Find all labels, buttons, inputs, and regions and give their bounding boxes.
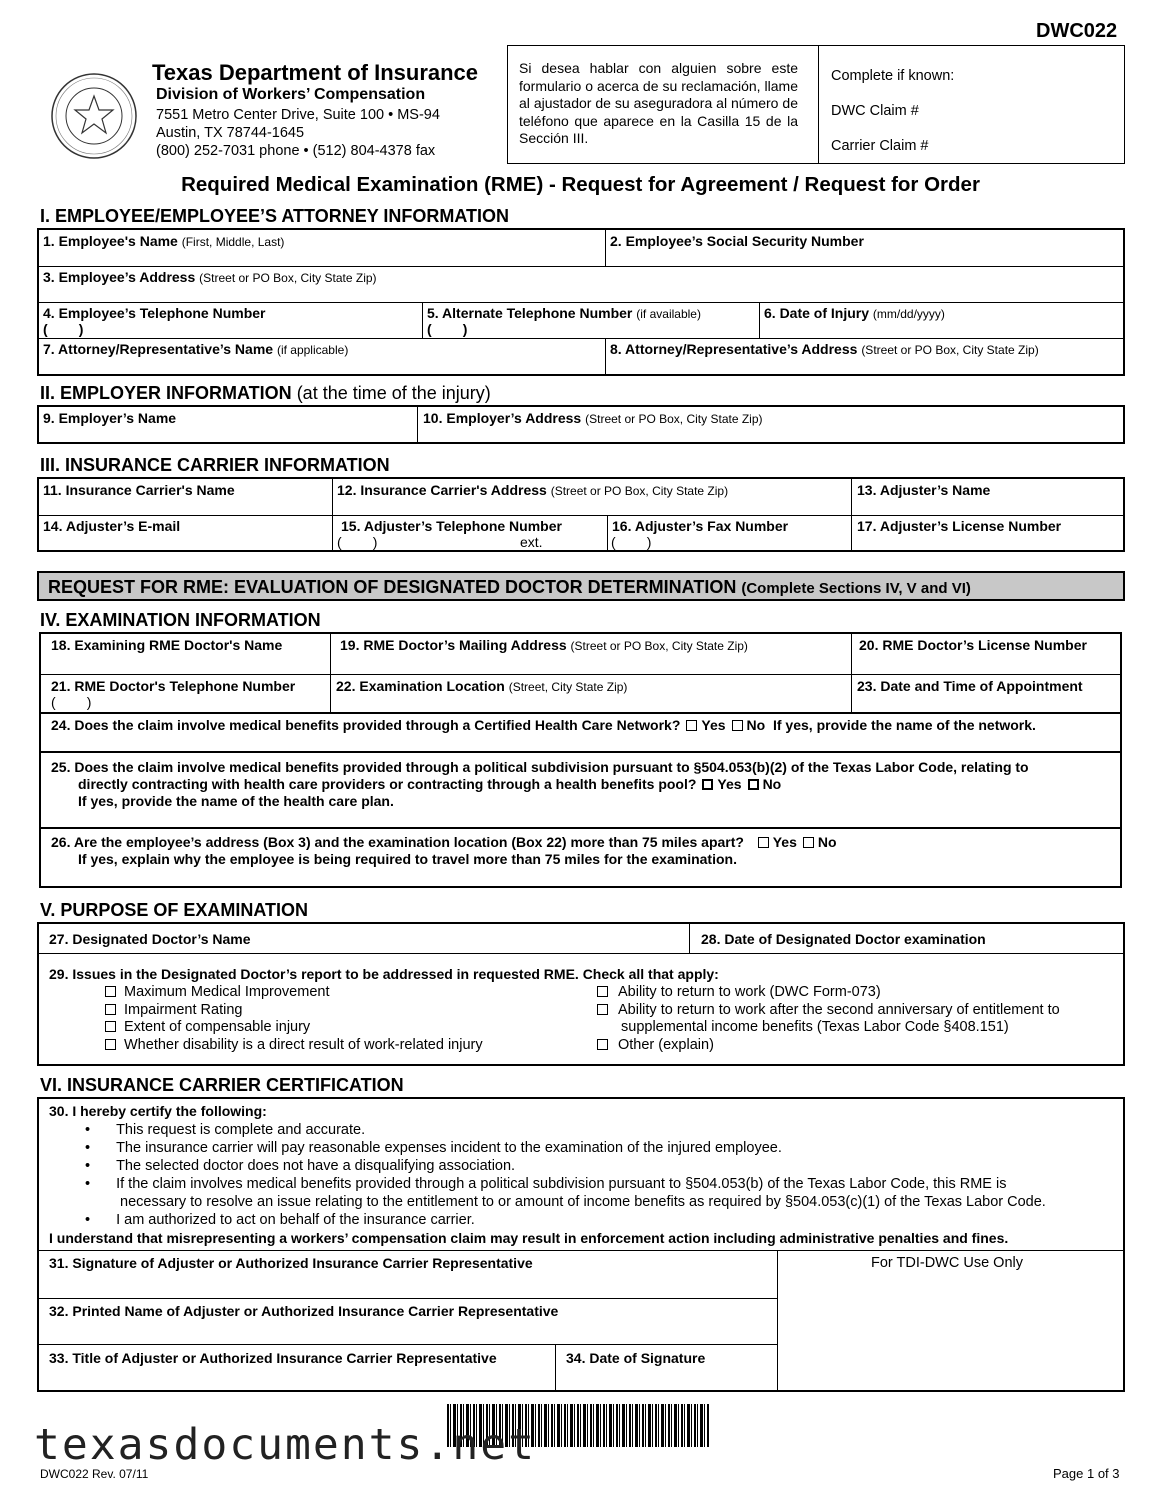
dd-exam-date-label: 28. Date of Designated Doctor examination [701, 931, 986, 947]
carrier-claim-label: Carrier Claim # [831, 138, 929, 154]
section-6-box: 30. I hereby certify the following: • This request is complete and accurate. • The insurance carrier will pay reasonable expenses incident to the examination of the injured employee. • The selected doctor does not have a disqualifying association. • If the claim involves medical benefits provided through a political subdivision pursuant to §504.053(b) of the Texas Labor Code, this RME is necessary to resolve an issue relating to the entitlement to or amount of income benefits as required by §504.053(c)(1) of the Texas Labor Code. • I am authorized to act on behalf of the insurance carrier. I understand that misrepresenting a workers’ compensation claim may result in enforcement action including administrative penalties and fines. 31. Signature of Adjuster or Authorized Insurance Carrier Representative 32. Printed Name of Adjuster or Authorized Insurance Carrier Representative 33. Title of Adjuster or Authorized Insurance Carrier Representative 34. Date of Signature For TDI-DWC Use Only [37, 1097, 1125, 1392]
section-2-note: (at the time of the injury) [296, 383, 491, 403]
q25-no-checkbox[interactable] [748, 779, 759, 790]
q25-yes-label: Yes [717, 776, 742, 792]
return-after-anniversary-label: Ability to return to work after the second anniversary of entitlement to [618, 1001, 1060, 1018]
cert-bullet-4-cont: necessary to resolve an issue relating to the entitlement to or amount of income benefits as required by §504.053(c)(1) of the Texas Labor Code. [120, 1194, 1046, 1210]
adjuster-phone-ext: ext. [520, 534, 543, 550]
section-5-box [37, 922, 1125, 1066]
extent-injury-label: Extent of compensable injury [124, 1019, 311, 1035]
watermark: texasdocuments.net [34, 1420, 536, 1470]
agency-address-1: 7551 Metro Center Drive, Suite 100 • MS-94 [156, 107, 440, 123]
employer-address-field[interactable] [421, 427, 1119, 440]
rme-doctor-address-field[interactable] [334, 654, 847, 671]
q24-yes-label: Yes [701, 717, 726, 733]
extent-injury-checkbox[interactable] [105, 1021, 116, 1032]
rme-doctor-phone-label: 21. RME Doctor's Telephone Number [51, 678, 296, 694]
form-id: DWC022 [1036, 20, 1118, 42]
cert-bullet-2: The insurance carrier will pay reasonable expenses incident to the examination of the injured employee. [116, 1140, 782, 1156]
adjuster-phone-label: 15. Adjuster’s Telephone Number [341, 518, 562, 534]
return-to-work-checkbox[interactable] [597, 986, 608, 997]
question-26-box [39, 827, 1122, 888]
question-25-line-2: directly contracting with health care providers or contracting through a health benefits pool? [78, 776, 697, 792]
return-after-anniversary-checkbox[interactable] [597, 1004, 608, 1015]
title-label: 33. Title of Adjuster or Authorized Insurance Carrier Representative [49, 1350, 497, 1366]
rme-request-banner [37, 571, 1125, 601]
ssn-field[interactable] [609, 250, 1119, 264]
question-26-line-1: 26. Are the employee’s address (Box 3) and the examination location (Box 22) more than 75 miles apart? [51, 834, 744, 850]
question-24-box [39, 712, 1122, 753]
employer-name-label: 9. Employer’s Name [43, 410, 177, 426]
question-25-line-3: If yes, provide the name of the health care plan. [78, 793, 394, 809]
exam-location-hint: (Street, City State Zip) [508, 680, 628, 694]
page-number: Page 1 of 3 [1053, 1466, 1120, 1481]
date-of-injury-field[interactable] [763, 322, 1119, 336]
section-2-heading: II. EMPLOYER INFORMATION [40, 383, 292, 403]
question-26-line-2: If yes, explain why the employee is being required to travel more than 75 miles for the examination. [78, 851, 737, 867]
other-checkbox[interactable] [597, 1039, 608, 1050]
employee-name-field[interactable] [41, 250, 601, 264]
spanish-notice: Si desea hablar con alguien sobre este formulario o acerca de su reclamación, llame al ajustador de su aseguradora al número de teléfono que aparece en la Casilla 15 de la Sección III. [519, 60, 798, 146]
employer-address-hint: (Street or PO Box, City State Zip) [585, 412, 763, 426]
q26-no-checkbox[interactable] [803, 837, 814, 848]
agency-division: Division of Workers’ Compensation [156, 86, 426, 103]
state-seal-icon [50, 72, 138, 160]
adjuster-license-label: 17. Adjuster’s License Number [857, 518, 1062, 534]
date-of-signature-field[interactable] [559, 1368, 773, 1388]
signature-label: 31. Signature of Adjuster or Authorized Insurance Carrier Representative [49, 1255, 533, 1271]
disability-label: Whether disability is a direct result of work-related injury [124, 1036, 483, 1053]
cert-bullet-3: The selected doctor does not have a disqualifying association. [116, 1158, 516, 1174]
rme-doctor-name-label: 18. Examining RME Doctor's Name [51, 637, 283, 653]
question-25-line-1: 25. Does the claim involve medical benefits provided through a political subdivision pursuant to §504.053(b)(2) of the Texas Labor Code, relating to [51, 759, 1029, 775]
q24-yes-checkbox[interactable] [686, 720, 697, 731]
question-30: 30. I hereby certify the following: [49, 1103, 267, 1119]
q26-yes-checkbox[interactable] [758, 837, 769, 848]
other-label: Other (explain) [618, 1036, 714, 1053]
printed-name-field[interactable] [41, 1321, 773, 1341]
adjuster-name-label: 13. Adjuster’s Name [857, 482, 991, 498]
question-25-box [39, 751, 1122, 829]
mmi-checkbox[interactable] [105, 986, 116, 997]
adjuster-license-field[interactable] [855, 535, 1119, 548]
rme-doctor-address-hint: (Street or PO Box, City State Zip) [570, 639, 748, 653]
exam-location-label: 22. Examination Location [336, 678, 505, 694]
rme-banner-note: (Complete Sections IV, V and VI) [741, 580, 971, 597]
attorney-name-field[interactable] [41, 358, 601, 372]
impairment-rating-label: Impairment Rating [124, 1001, 243, 1018]
printed-name-label: 32. Printed Name of Adjuster or Authorized Insurance Carrier Representative [49, 1303, 559, 1319]
q26-yes-label: Yes [772, 834, 797, 850]
adjuster-email-label: 14. Adjuster’s E-mail [43, 518, 181, 534]
title-field[interactable] [41, 1368, 551, 1388]
section-1-heading: I. EMPLOYEE/EMPLOYEE’S ATTORNEY INFORMATION [40, 206, 510, 226]
q25-no-label: No [762, 776, 782, 792]
rme-doctor-license-label: 20. RME Doctor’s License Number [859, 637, 1087, 653]
carrier-address-label: 12. Insurance Carrier's Address [337, 482, 547, 498]
ssn-label: 2. Employee’s Social Security Number [610, 233, 864, 249]
attorney-name-label: 7. Attorney/Representative’s Name [43, 341, 274, 357]
date-of-injury-hint: (mm/dd/yyyy) [872, 307, 945, 321]
agency-name: Texas Department of Insurance [152, 60, 479, 85]
rme-doctor-license-field[interactable] [855, 654, 1120, 671]
cert-bullet-5: I am authorized to act on behalf of the insurance carrier. [116, 1212, 475, 1228]
cert-bullet-4: If the claim involves medical benefits provided through a political subdivision pursuant to §504.053(b) of the Texas Labor Code, this RME is [116, 1176, 1007, 1192]
attorney-address-field[interactable] [609, 358, 1119, 372]
section-2-box [37, 405, 1125, 444]
date-of-signature-label: 34. Date of Signature [566, 1350, 706, 1366]
dwc-claim-label: DWC Claim # [831, 103, 919, 119]
question-29: 29. Issues in the Designated Doctor’s report to be addressed in requested RME. Check all that apply: [49, 966, 719, 982]
employee-phone-label: 4. Employee’s Telephone Number [43, 305, 266, 321]
attorney-name-hint: (if applicable) [276, 343, 349, 357]
rme-doctor-phone-paren[interactable]: ( ) [51, 694, 92, 710]
section-3-box [37, 477, 1125, 552]
employee-address-hint: (Street or PO Box, City State Zip) [199, 271, 377, 285]
section-3-heading: III. INSURANCE CARRIER INFORMATION [40, 455, 390, 475]
spanish-notice-box [507, 45, 1125, 164]
cert-warning: I understand that misrepresenting a workers’ compensation claim may result in enforcement action including administrative penalties and fines. [49, 1230, 1009, 1246]
appointment-field[interactable] [855, 695, 1120, 710]
employee-phone-paren[interactable]: ( ) [43, 321, 84, 337]
mmi-label: Maximum Medical Improvement [124, 984, 330, 1000]
rme-doctor-address-label: 19. RME Doctor’s Mailing Address [340, 637, 567, 653]
appointment-label: 23. Date and Time of Appointment [857, 678, 1083, 694]
q25-yes-checkbox[interactable] [702, 779, 713, 790]
employee-address-field[interactable] [41, 286, 1119, 300]
revision-label: DWC022 Rev. 07/11 [40, 1467, 149, 1481]
adjuster-phone-paren[interactable]: ( ) [337, 534, 378, 550]
designated-doctor-label: 27. Designated Doctor’s Name [49, 931, 251, 947]
notice-divider [818, 46, 819, 164]
adjuster-name-field[interactable] [855, 499, 1119, 512]
alt-phone-hint: (if available) [636, 307, 701, 321]
carrier-address-hint: (Street or PO Box, City State Zip) [550, 484, 729, 498]
section-6-heading: VI. INSURANCE CARRIER CERTIFICATION [40, 1075, 404, 1095]
attorney-address-label: 8. Attorney/Representative’s Address [610, 341, 858, 357]
employee-name-hint: (First, Middle, Last) [181, 235, 285, 249]
employee-address-label: 3. Employee’s Address [43, 269, 196, 285]
alt-phone-paren[interactable]: ( ) [427, 321, 468, 337]
section-1-box [37, 228, 1125, 376]
rme-doctor-name-field[interactable] [43, 654, 326, 671]
exam-location-field[interactable] [334, 695, 847, 710]
question-24-tail: If yes, provide the name of the network. [772, 717, 1036, 733]
employer-address-label: 10. Employer’s Address [423, 410, 582, 426]
date-of-injury-label: 6. Date of Injury [764, 305, 870, 321]
agency-phone: (800) 252-7031 phone • (512) 804-4378 fax [156, 143, 436, 159]
disability-checkbox[interactable] [105, 1039, 116, 1050]
section-4-heading: IV. EXAMINATION INFORMATION [40, 610, 321, 630]
attorney-address-hint: (Street or PO Box, City State Zip) [861, 343, 1039, 357]
carrier-address-field[interactable] [336, 499, 847, 512]
impairment-rating-checkbox[interactable] [105, 1004, 116, 1015]
employee-name-label: 1. Employee's Name [43, 233, 178, 249]
return-after-anniversary-label-2: supplemental income benefits (Texas Labor Code §408.151) [621, 1019, 1009, 1035]
rme-banner-title: REQUEST FOR RME: EVALUATION OF DESIGNATED DOCTOR DETERMINATION [48, 577, 737, 597]
q24-no-label: No [746, 717, 766, 733]
section-5-heading: V. PURPOSE OF EXAMINATION [40, 900, 309, 920]
cert-bullet-1: This request is complete and accurate. [116, 1122, 366, 1138]
claim-box-heading: Complete if known: [831, 68, 955, 84]
q24-no-checkbox[interactable] [732, 720, 743, 731]
q26-no-label: No [817, 834, 837, 850]
employer-name-field[interactable] [41, 427, 413, 440]
office-use-label: For TDI-DWC Use Only [871, 1255, 1023, 1271]
alt-phone-label: 5. Alternate Telephone Number [427, 305, 633, 321]
carrier-name-field[interactable] [41, 499, 328, 512]
return-to-work-label: Ability to return to work (DWC Form-073) [618, 984, 881, 1000]
adjuster-fax-paren[interactable]: ( ) [611, 534, 652, 550]
agency-address-2: Austin, TX 78744-1645 [156, 125, 305, 141]
adjuster-fax-label: 16. Adjuster’s Fax Number [612, 518, 789, 534]
carrier-name-label: 11. Insurance Carrier's Name [43, 482, 235, 498]
form-title: Required Medical Examination (RME) - Request for Agreement / Request for Order [181, 173, 980, 196]
question-24: 24. Does the claim involve medical benefits provided through a Certified Health Care Network? [51, 717, 681, 733]
adjuster-email-field[interactable] [41, 535, 328, 548]
section-4-grid [39, 632, 1122, 714]
signature-field[interactable] [41, 1273, 773, 1295]
